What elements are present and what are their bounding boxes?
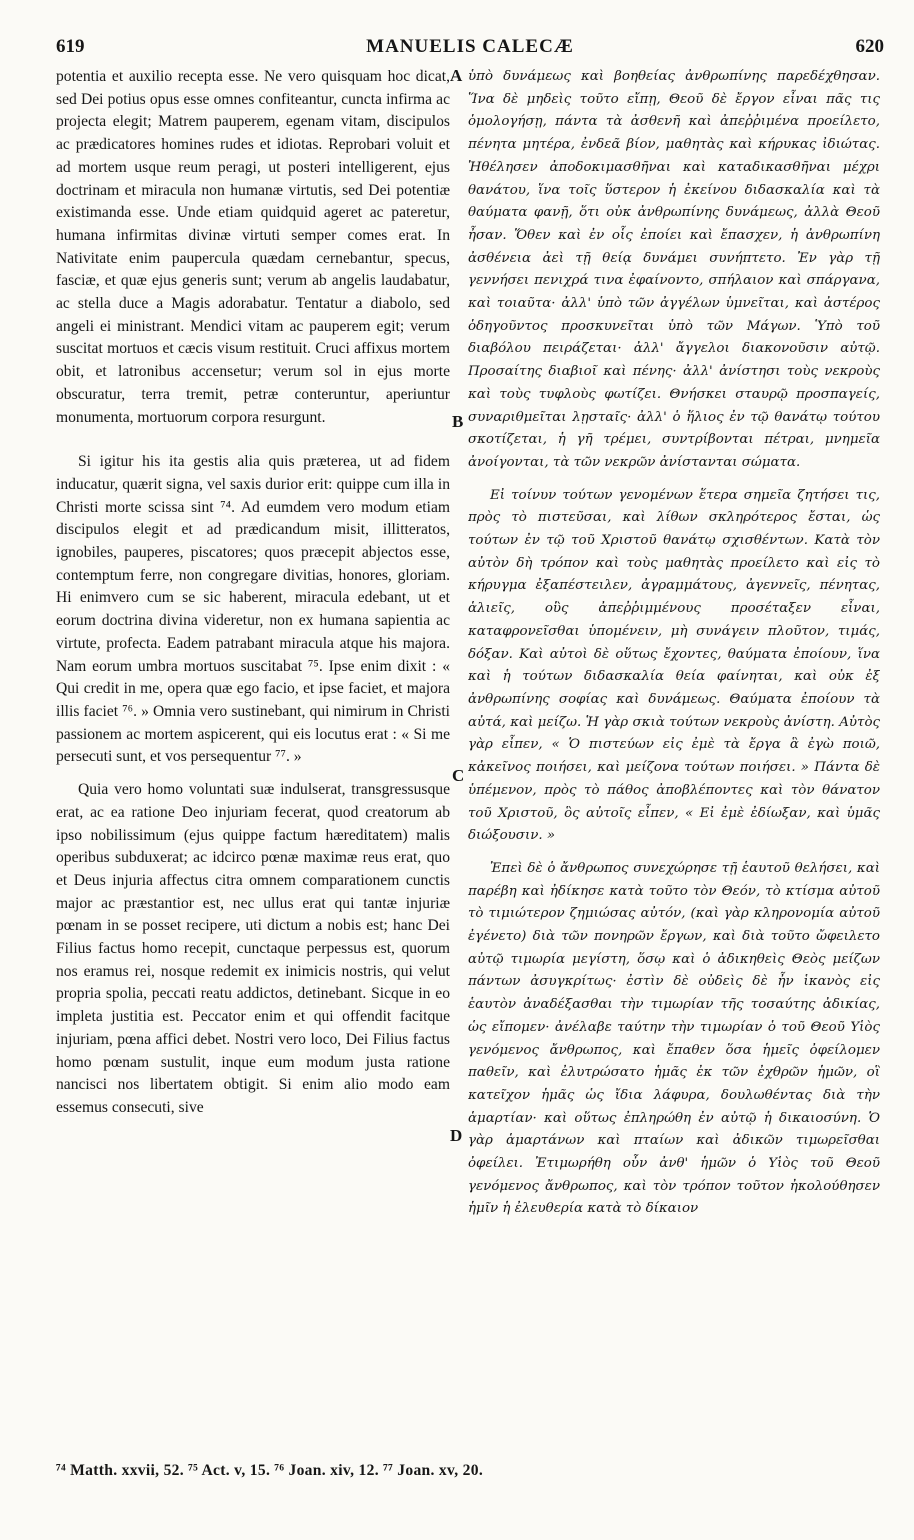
margin-marker-d: D — [450, 1126, 463, 1145]
page-number-left: 619 — [56, 36, 85, 57]
margin-marker-a: A — [450, 66, 463, 85]
footnotes: ⁷⁴ Matth. xxvii, 52. ⁷⁵ Act. v, 15. ⁷⁶ Joan. xiv, 12. ⁷⁷ Joan. xv, 20. — [56, 1462, 484, 1479]
margin-marker-b: B — [452, 412, 464, 431]
latin-paragraph: Si igitur his ita gestis alia quis præterea, ut ad fidem inducatur, quærit signa, vel saxis durior erit: quippe cum illa in Christi morte scissa sint ⁷⁴. Ad eumdem vero modum etiam discipulos elegit et ad prædicandum misit, illitteratos, ignobiles, pauperes, piscatores; quos præcepit abjectos esse, contemptum ferre, non congregare divitias, honores, gloriam. Hi enimvero cum se sic haberent, miracula edebant, ut et eorum doctrina divina videretur, non ex humana sapientia ac virtute, profecta. Eadem patrabant miracula atque his majora. Nam eorum umbra mortuos suscitabat ⁷⁵. Ipse enim dixit : « Qui credit in me, opera quæ ego facio, et ipse faciet, et majora illis faciet ⁷⁶. » Omnia vero sustinebant, qui nimirum in Christi passionem ac mortem aspicerent, qui eis locutus erat : « Si me persecuti sunt, et vos persequentur ⁷⁷. » — [56, 453, 450, 766]
greek-paragraph: Ἐπεὶ δὲ ὁ ἄνθρωπος συνεχώρησε τῇ ἑαυτοῦ θελήσει, καὶ παρέβη καὶ ἠδίκησε κατὰ τοῦτο τὸν Θεόν, τὸ κτίσμα αὐτοῦ τὸ τιμιώτερον ζημιώσας αὐτόν, (καὶ γὰρ κληρονομία αὐτοῦ ἐγένετο) διὰ τῶν πονηρῶν ἔργων, καὶ διὰ τοῦτο ὤφειλετο αὐτῷ τιμωρία μεγίστη, ὅσῳ καὶ ὁ ἀδικηθεὶς Θεὸς μείζων πάντων ἀσυγκρίτως· ἐστὶν δὲ οὐδεὶς δὲ ἦν ἱκανὸς εἰς ἑαυτὸν ἀναδέξασθαι τὴν τιμωρίαν τῆς τοσαύτης ἀδικίας, ὡς εἴπομεν· ἀνέλαβε ταύτην τὴν τιμωρίαν ὁ τοῦ Θεοῦ Υἱὸς γενόμενος ἄνθρωπος, καὶ ἔπαθεν ὅσα ἡμεῖς ὀφείλομεν παθεῖν, καὶ ἐλυτρώσατο ἡμᾶς ἐκ τῶν ἐχθρῶν ἡμῶν, οἳ κατεῖχον ἡμᾶς ὡς ἴδια λάφυρα, δουλωθέντας διὰ τὴν ἁμαρτίαν· καὶ οὕτως ἐπληρώθη ἐν αὐτῷ ἡ δικαιοσύνη. Ὁ γὰρ ἁμαρτάνων καὶ πταίων καὶ ἀδικῶν τιμωρεῖσθαι ὀφείλει. Ἐτιμωρήθη οὖν ἀνθ' ἡμῶν ὁ Υἱὸς τοῦ Θεοῦ γενόμενος ἄνθρωπος, καὶ τὸν τρόπον τοῦτον ἠκολούθησεν ἡμῖν ἡ ἐλευθερία κατὰ τὸ δίκαιον — [468, 860, 880, 1217]
running-title: MANUELIS CALECÆ — [366, 36, 574, 57]
latin-column — [56, 66, 450, 1456]
latin-paragraph: Quia vero homo voluntati suæ indulserat, transgressusque erat, ac ea ratione Deo injuriam fecerat, quod creatorum ab ipso nobilissimum (ejus quippe factum hæreditatem) malis operibus subduxerat; ac idcirco pœnæ maximæ reus erat, quo et Deus injuria affectus citra omnem comparationem cunctis major ac præstantior est, nec ullus erat qui tantæ injuriæ pœnam in se posset recipere, uti dictum a nobis est; hanc Dei Filius factus homo recepit, cunctaque perpessus est, quorum nos eramus rei, nosque redemit ex inimicis nostris, qui velut propria spolia, peccati reatu addictos, detinebant. Sicque in eo impleta justitia est. Peccator enim et qui offendit facitque injuriam, pœna affici debet. Nostri vero loco, Dei Filius factus homo pœnam sustulit, inque eum modum justa ratione nancisci nos libertatem obtigit. Si enim alio modo eam essemus consecuti, sive — [56, 781, 450, 1116]
greek-paragraph: ὑπὸ δυνάμεως καὶ βοηθείας ἀνθρωπίνης παρεδέχθησαν. Ἵνα δὲ μηδεὶς τοῦτο εἴπῃ, Θεοῦ δὲ ἔργον εἶναι πᾶς τις ὁμολογήσῃ, πάντα τὰ ἀσθενῆ καὶ ἀπεῤῥιμένα προείλετο, πένητα μητέρα, ἐνδεᾶ βίον, μαθητὰς καὶ κήρυκας ἰδιώτας. Ἠθέλησεν ἀποδοκιμασθῆναι καὶ καταδικασθῆναι μέχρι θανάτου, ἵνα τοῖς ὕστερον ἡ ἐκείνου διδασκαλία καὶ τὰ θαύματα φανῇ, ὅτι οὐκ ἀνθρωπίνης δυνάμεως, ἀλλὰ Θεοῦ ἦσαν. Ὅθεν καὶ ἐν οἷς ἐποίει καὶ ἔπασχεν, ἡ ἀνθρωπίνη ἀσθένεια ἀεὶ τῇ θείᾳ δυνάμει συνήπτετο. Ἐν γὰρ τῇ γεννήσει πενιχρά τινα ἐφαίνοντο, σπήλαιον καὶ σπάργανα, καὶ τοιαῦτα· ἀλλ' ὑπὸ τῶν ἀγγέλων ὑμνεῖται, καὶ ἀστέρος ὁδηγοῦντος προσκυνεῖται ὑπὸ τῶν Μάγων. Ὑπὸ τοῦ διαβόλου πειράζεται· ἀλλ' ἄγγελοι διακονοῦσιν αὐτῷ. Προσαίτης διαβιοῖ καὶ πένης· ἀλλ' ἀνίστησι τοὺς νεκροὺς καὶ τοὺς τυφλοὺς φωτίζει. Θνήσκει σταυρῷ προσπαγείς, συναριθμεῖται λῃσταῖς· ἀλλ' ὁ ἥλιος ἐν τῷ θανάτῳ τούτου σκοτίζεται, ἡ γῆ τρέμει, συντρίβονται πέτραι, μνημεῖα ἀνοίγονται, τὰ τῶν νεκρῶν ἀνίστανται σώματα. — [468, 69, 880, 470]
running-header — [56, 36, 884, 64]
greek-column — [468, 66, 880, 1456]
greek-paragraph: Εἰ τοίνυν τούτων γενομένων ἕτερα σημεῖα ζητήσει τις, πρὸς τὸ πιστεῦσαι, καὶ λίθων σκληρότερος ἔσται, ὡς τούτων ἐν τῷ τοῦ Χριστοῦ θανάτῳ σχισθέντων. Κατὰ τὸν αὐτὸν δὴ τρόπον καὶ τοὺς μαθητὰς προείλετο καὶ εἰς τὸ κήρυγμα ἐξαπέστειλεν, ἀγραμμάτους, ἀγεννεῖς, πένητας, ἁλιεῖς, οὓς ἀπεῤῥιμμένους προσέταξεν εἶναι, καταφρονεῖσθαι ὑπομένειν, μὴ συνάγειν πλοῦτον, τιμάς, δόξαν. Καὶ αὐτοὶ δὲ οὕτως ἔχοντες, θαύματα ἐποίουν, ἵνα καὶ ἡ τούτων διδασκαλία θεία φαίνηται, καὶ οὐκ ἐξ ἀνθρωπίνης σοφίας καὶ δυνάμεως. Θαύματα ἐποίουν τὰ αὐτά, καὶ μείζω. Ἡ γὰρ σκιὰ τούτων νεκροὺς ἀνίστη. Αὐτὸς γὰρ εἶπεν, « Ὁ πιστεύων εἰς ἐμὲ τὰ ἔργα ἃ ἐγὼ ποιῶ, κἀκεῖνος ποιήσει, καὶ μείζονα τούτων ποιήσει. » Πάντα δὲ ὑπέμενον, πρὸς τὸ πάθος ἀποβλέποντες καὶ τὸν θάνατον τοῦ Χριστοῦ, ὃς αὐτοῖς εἶπεν, « Εἰ ἐμὲ ἐδίωξαν, καὶ ὑμᾶς διώξουσιν. » — [468, 487, 880, 844]
page-number-right: 620 — [855, 36, 884, 57]
latin-paragraph: potentia et auxilio recepta esse. Ne vero quisquam hoc dicat, sed Dei potius opus esse omnes confiteantur, cuncta infirma ac projecta elegit; Matrem pauperem, egenam vitam, discipulos ac prædicatores homines rudes et idiotas. Reprobari voluit et ad mortem usque reum peragi, ut posteri intelligerent, ejus doctrinam et miracula non humanæ virtutis, sed Dei potentiæ existimanda esse. Unde etiam quidquid ageret ac pateretur, humana infirmitas divinæ virtuti semper comes erat. In Nativitate enim paupercula quædam cernebantur, specus, fasciæ, et quæ ejus generis sunt; verum ab angelis laudabatur, ac stella duce a Magis adorabatur. Tentatur a diabolo, sed angeli ei ministrant. Mendici vitam ac pauperem egit; verum suscitat mortuos et cæcis visum restituit. Cruci affixus mortem obit, et latronibus accensetur; verum sol in ejus morte obscuratur, terra tremit, petræ conteruntur, aperiuntur monumenta, mortuorum corpora resurgunt. — [56, 68, 450, 426]
margin-marker-c: C — [452, 766, 465, 785]
